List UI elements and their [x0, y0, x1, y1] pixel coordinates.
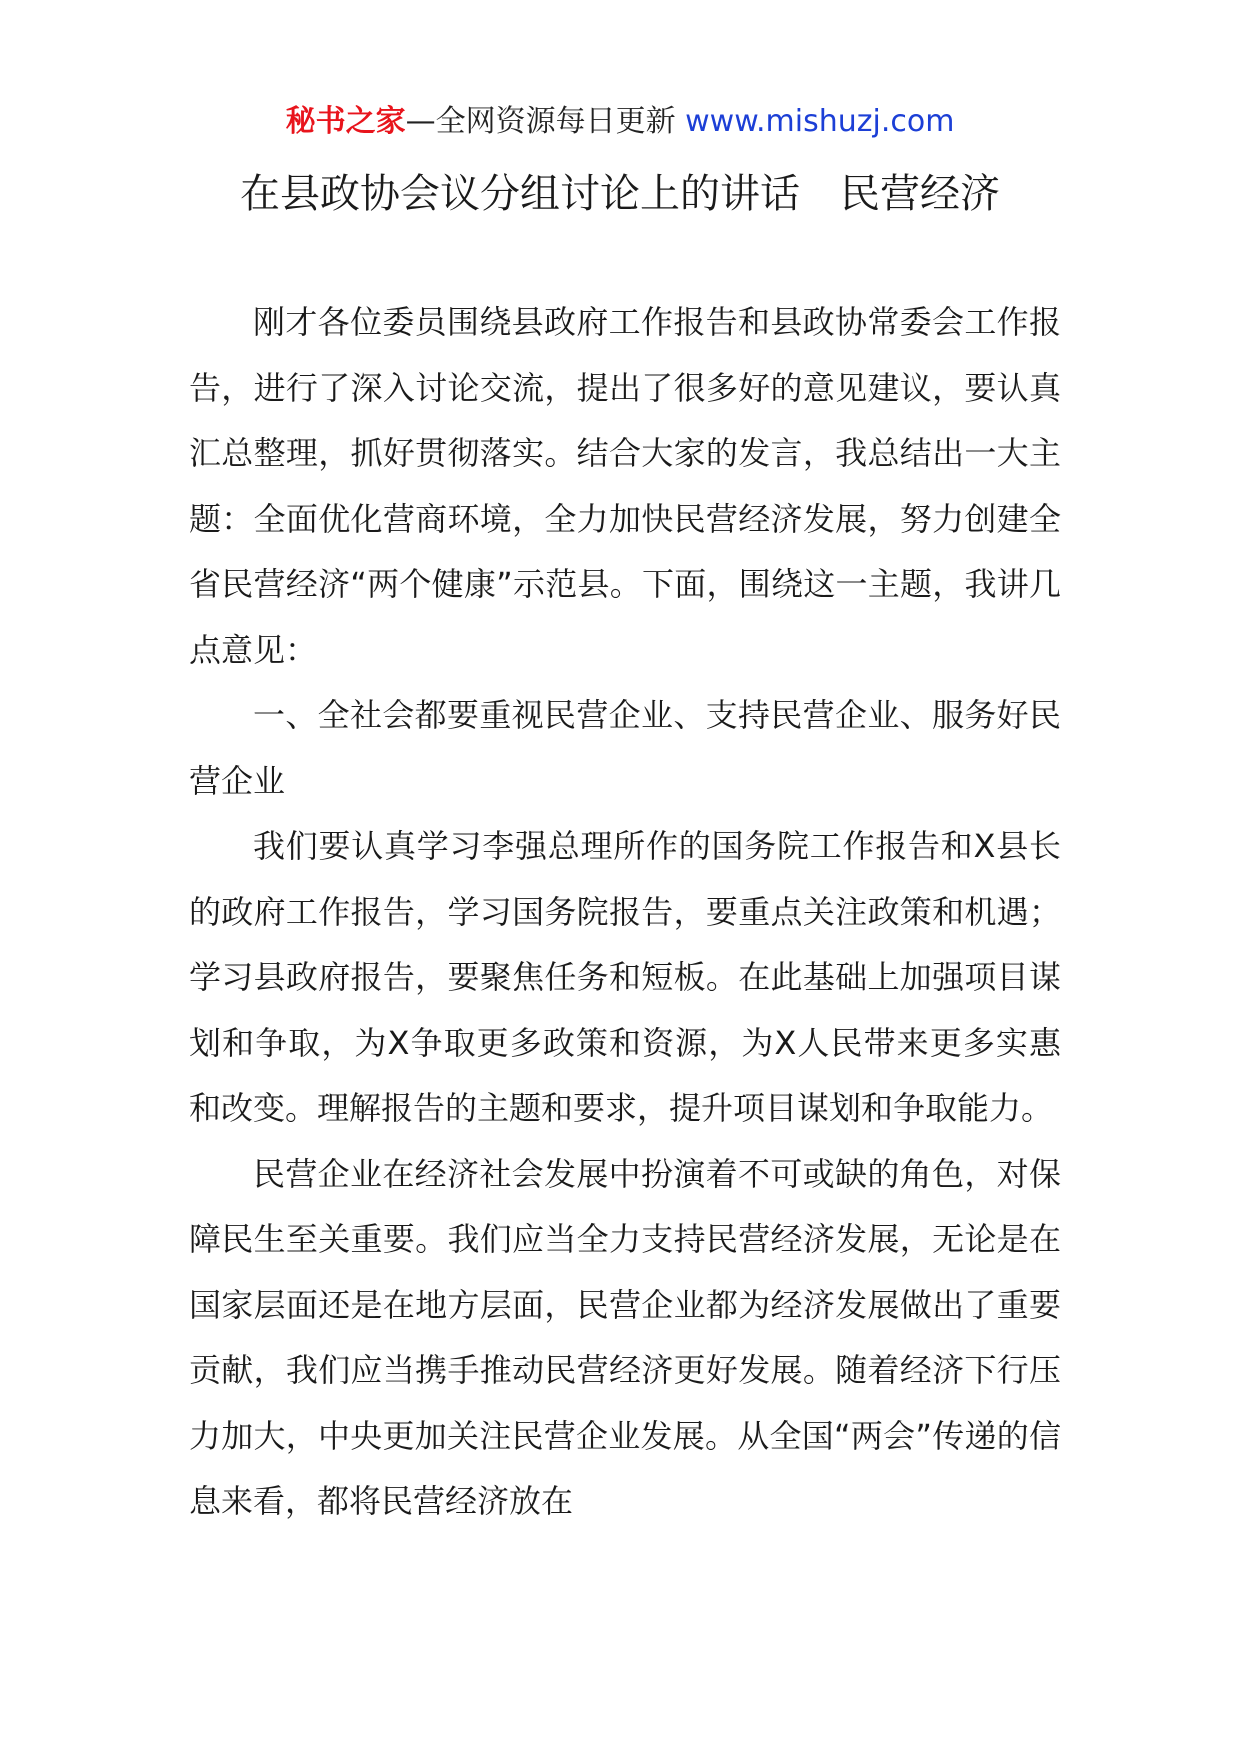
- site-url-link[interactable]: www.mishuzj.com: [685, 104, 955, 139]
- site-brand: 秘书之家: [285, 104, 406, 139]
- document-body: [189, 290, 1061, 1535]
- site-tagline: —全网资源每日更新: [405, 104, 686, 139]
- paragraph-private-enterprises: 民营企业在经济社会发展中扮演着不可或缺的角色，对保障民生至关重要。我们应当全力支持民营经济发展，无论是在国家层面还是在地方层面，民营企业都为经济发展做出了重要贡献，我们应当携手推动民营经济更好发展。随着经济下行压力加大，中央更加关注民营企业发展。从全国“两会”传递的信息来看，都将民营经济放在: [189, 1154, 1061, 1520]
- section-heading-1: 一、全社会都要重视民营企业、支持民营企业、服务好民营企业: [189, 696, 1061, 800]
- paragraph-study-reports: 我们要认真学习李强总理所作的国务院工作报告和X县长的政府工作报告，学习国务院报告，要重点关注政策和机遇；学习县政府报告，要聚焦任务和短板。在此基础上加强项目谋划和争取，为X争取更多政策和资源，为X人民带来更多实惠和改变。理解报告的主题和要求，提升项目谋划和争取能力。: [189, 827, 1061, 1127]
- document-title: 在县政协会议分组讨论上的讲话 民营经济: [240, 171, 1000, 217]
- paragraph-intro: 刚才各位委员围绕县政府工作报告和县政协常委会工作报告，进行了深入讨论交流，提出了很多好的意见建议，要认真汇总整理，抓好贯彻落实。结合大家的发言，我总结出一大主题：全面优化营商环境，全力加快民营经济发展，努力创建全省民营经济“两个健康”示范县。下面，围绕这一主题，我讲几点意见：: [189, 303, 1061, 669]
- site-header: [0, 100, 1240, 144]
